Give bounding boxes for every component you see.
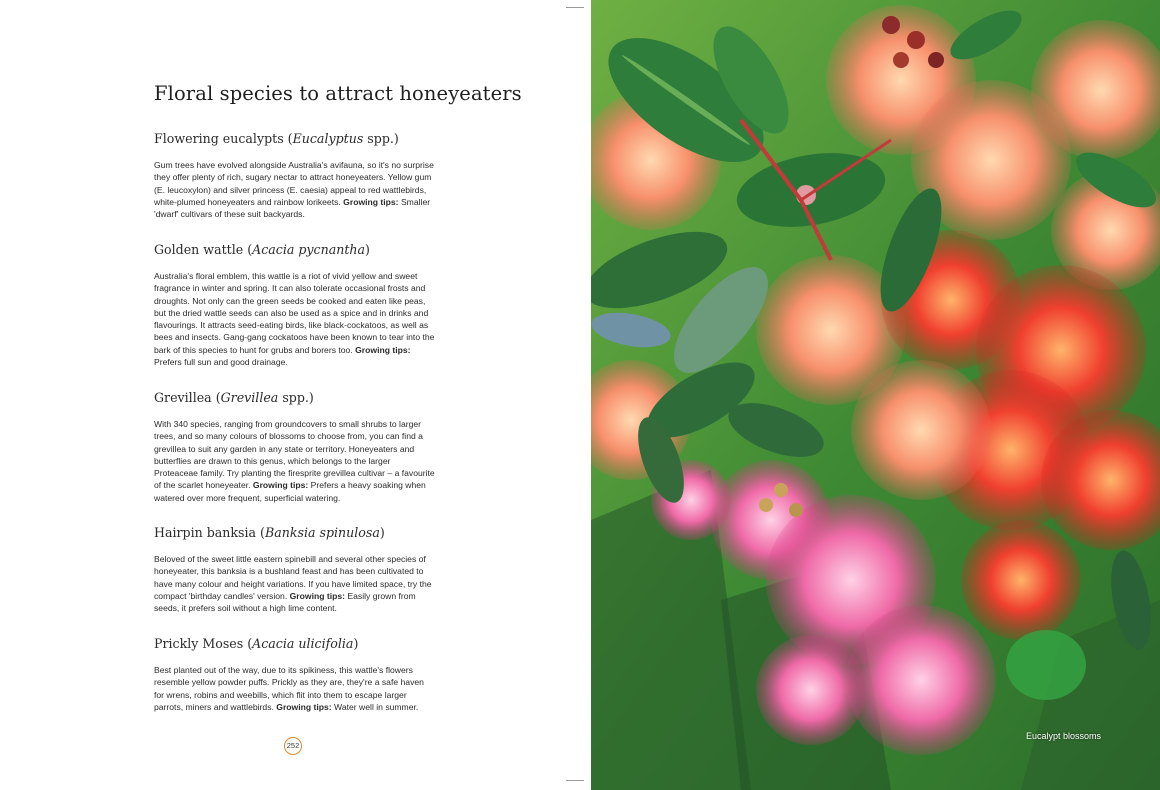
section-flowering-eucalypts (154, 131, 436, 220)
section-body: Gum trees have evolved alongside Australia's avifauna, so it's no surprise they offer plenty of rich, sugary nectar to attract honeyeaters. Yellow gum (E. leucoxylon) and silver princess (E. caesia) appeal to red wattlebirds, white-plumed honeyeaters and rainbow lorikeets. Growing tips: Smaller 'dwarf' cultivars of these suit backyards. (154, 160, 434, 220)
section-body: With 340 species, ranging from groundcovers to small shrubs to larger trees, and so many colours of blossoms to choose from, you can find a grevillea to suit any garden in any state or territory. Honeyeaters and butterflies are drawn to this genus, which belongs to the larger Proteaceae family. Try planting the firesprite grevillea cultivar – a favourite of the scarlet honeyeater. Growing tips: Prefers a heavy soaking when watered over more frequent, superficial watering. (154, 419, 435, 503)
green-pot (1006, 630, 1086, 700)
section-hairpin-banksia (154, 525, 436, 614)
section-prickly-moses (154, 636, 436, 713)
section-body: Beloved of the sweet little eastern spinebill and several other species of honeyeater, this banksia is a bushland feast and has been cultivated to have many colour and height variations. If you have limited space, try the compact 'birthday candles' version. Growing tips: Easily grown from seeds, it prefers soil without a high lime content. (154, 554, 432, 614)
page-title: Floral species to attract honeyeaters (154, 82, 522, 105)
section-body: Australia's floral emblem, this wattle is a riot of vivid yellow and sweet fragrance in winter and spring. It can also tolerate occasional frosts and droughts. Not only can the green seeds be cooked and eaten like peas, but the dried wattle seeds can also be used as a spice and in drinks and flavourings. It attracts seed-eating birds, like black-cockatoos, as well as bees and insects. Gang-gang cockatoos have been known to tear into the bark of this species to hunt for grubs and borers too. Growing tips: Prefers full sun and good drainage. (154, 271, 435, 368)
eucalypt-photo (591, 0, 1160, 790)
crop-mark (566, 780, 584, 781)
section-heading: Prickly Moses (Acacia ulicifolia) (154, 636, 359, 651)
photo-illustration (591, 0, 1160, 790)
section-heading: Flowering eucalypts (Eucalyptus spp.) (154, 131, 399, 146)
page-number: 252 (284, 737, 302, 755)
section-heading: Hairpin banksia (Banksia spinulosa) (154, 525, 385, 540)
section-heading: Grevillea (Grevillea spp.) (154, 390, 314, 405)
photo-caption: Eucalypt blossoms (1026, 731, 1102, 741)
section-heading: Golden wattle (Acacia pycnantha) (154, 242, 370, 257)
section-body: Best planted out of the way, due to its spikiness, this wattle's flowers resemble yellow powder puffs. Prickly as they are, they're a safe haven for wrens, robins and weebills, which flit into them to escape larger parrots, miners and wattlebirds. Growing tips: Water well in summer. (154, 665, 424, 712)
section-golden-wattle (154, 242, 436, 368)
crop-mark (566, 7, 584, 8)
section-grevillea (154, 390, 436, 504)
